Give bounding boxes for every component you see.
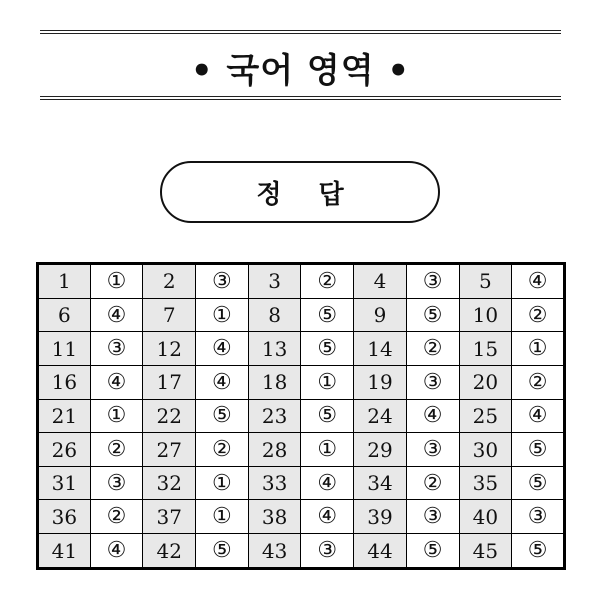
- answer-choice: ③: [512, 500, 565, 534]
- answer-choice: ①: [90, 264, 143, 299]
- question-number: 38: [248, 500, 301, 534]
- answer-choice: ④: [512, 264, 565, 299]
- answer-row: [38, 433, 565, 467]
- answer-table-body: [38, 264, 565, 569]
- answer-choice: ⑤: [512, 534, 565, 569]
- answer-choice: ④: [90, 534, 143, 569]
- question-number: 8: [248, 298, 301, 332]
- answer-row: [38, 332, 565, 366]
- answer-choice: ⑤: [196, 534, 249, 569]
- answer-row: [38, 264, 565, 299]
- question-number: 24: [354, 399, 407, 433]
- question-number: 44: [354, 534, 407, 569]
- answer-choice: ②: [90, 433, 143, 467]
- answer-choice: ⑤: [406, 534, 459, 569]
- question-number: 12: [143, 332, 196, 366]
- question-number: 34: [354, 466, 407, 500]
- answer-choice: ⑤: [301, 298, 354, 332]
- question-number: 39: [354, 500, 407, 534]
- question-number: 30: [459, 433, 512, 467]
- question-number: 41: [38, 534, 91, 569]
- answer-choice: ②: [90, 500, 143, 534]
- question-number: 43: [248, 534, 301, 569]
- answer-choice: ③: [406, 433, 459, 467]
- question-number: 26: [38, 433, 91, 467]
- question-number: 29: [354, 433, 407, 467]
- answer-choice: ②: [406, 332, 459, 366]
- question-number: 19: [354, 366, 407, 400]
- question-number: 1: [38, 264, 91, 299]
- answer-choice: ②: [512, 366, 565, 400]
- answer-choice: ④: [512, 399, 565, 433]
- answer-choice: ②: [301, 264, 354, 299]
- answer-choice: ③: [406, 500, 459, 534]
- question-number: 36: [38, 500, 91, 534]
- answer-choice: ③: [196, 264, 249, 299]
- answer-choice: ③: [301, 534, 354, 569]
- question-number: 35: [459, 466, 512, 500]
- header-rule-top: [40, 30, 561, 34]
- question-number: 2: [143, 264, 196, 299]
- answer-choice: ①: [196, 500, 249, 534]
- question-number: 5: [459, 264, 512, 299]
- question-number: 7: [143, 298, 196, 332]
- answer-choice: ①: [301, 366, 354, 400]
- question-number: 23: [248, 399, 301, 433]
- question-number: 4: [354, 264, 407, 299]
- answer-choice: ①: [90, 399, 143, 433]
- question-number: 15: [459, 332, 512, 366]
- question-number: 6: [38, 298, 91, 332]
- question-number: 22: [143, 399, 196, 433]
- question-number: 27: [143, 433, 196, 467]
- answer-choice: ④: [90, 366, 143, 400]
- answer-choice: ④: [90, 298, 143, 332]
- question-number: 25: [459, 399, 512, 433]
- answer-choice: ④: [196, 332, 249, 366]
- answer-choice: ②: [512, 298, 565, 332]
- answer-choice: ④: [406, 399, 459, 433]
- question-number: 37: [143, 500, 196, 534]
- question-number: 13: [248, 332, 301, 366]
- answer-choice: ④: [196, 366, 249, 400]
- question-number: 16: [38, 366, 91, 400]
- question-number: 45: [459, 534, 512, 569]
- question-number: 21: [38, 399, 91, 433]
- answer-choice: ①: [301, 433, 354, 467]
- question-number: 10: [459, 298, 512, 332]
- question-number: 28: [248, 433, 301, 467]
- answer-choice: ②: [196, 433, 249, 467]
- question-number: 3: [248, 264, 301, 299]
- answer-row: [38, 298, 565, 332]
- question-number: 31: [38, 466, 91, 500]
- question-number: 17: [143, 366, 196, 400]
- answer-row: [38, 399, 565, 433]
- answer-choice: ⑤: [196, 399, 249, 433]
- answer-choice: ⑤: [301, 332, 354, 366]
- question-number: 32: [143, 466, 196, 500]
- question-number: 9: [354, 298, 407, 332]
- header-rule-bottom: [40, 96, 561, 100]
- answer-row: [38, 366, 565, 400]
- answer-choice: ⑤: [512, 433, 565, 467]
- answer-choice: ①: [196, 466, 249, 500]
- answer-row: [38, 534, 565, 569]
- question-number: 18: [248, 366, 301, 400]
- question-number: 11: [38, 332, 91, 366]
- question-number: 40: [459, 500, 512, 534]
- page-title: • 국어 영역 •: [190, 50, 411, 91]
- answer-choice: ③: [406, 366, 459, 400]
- answer-key-label: 정 답: [160, 161, 440, 223]
- answer-choice: ⑤: [406, 298, 459, 332]
- answer-choice: ③: [90, 332, 143, 366]
- answer-choice: ⑤: [301, 399, 354, 433]
- answer-choice: ①: [512, 332, 565, 366]
- answer-choice: ④: [301, 500, 354, 534]
- answer-table: [36, 262, 566, 570]
- question-number: 20: [459, 366, 512, 400]
- answer-choice: ④: [301, 466, 354, 500]
- answer-choice: ②: [406, 466, 459, 500]
- question-number: 42: [143, 534, 196, 569]
- answer-row: [38, 466, 565, 500]
- answer-choice: ⑤: [512, 466, 565, 500]
- question-number: 33: [248, 466, 301, 500]
- answer-row: [38, 500, 565, 534]
- answer-choice: ③: [90, 466, 143, 500]
- answer-choice: ③: [406, 264, 459, 299]
- question-number: 14: [354, 332, 407, 366]
- answer-choice: ①: [196, 298, 249, 332]
